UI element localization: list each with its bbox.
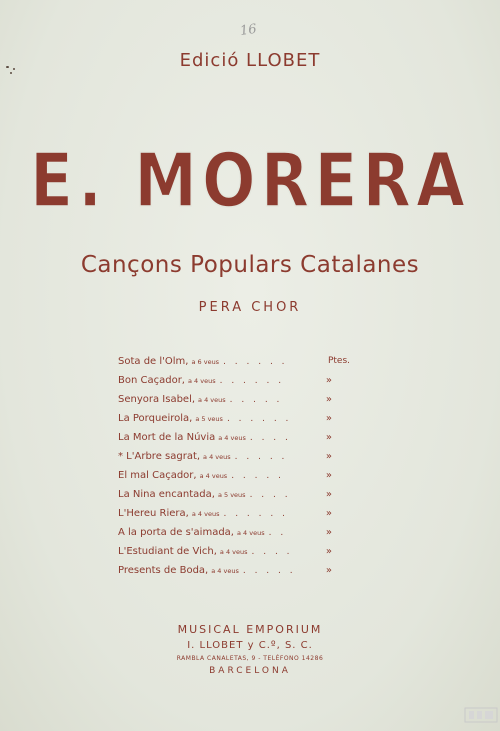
song-item	[118, 546, 350, 565]
song-voices: a 4 veus	[199, 472, 228, 480]
scan-speck	[6, 66, 9, 68]
composer-title	[0, 138, 500, 218]
song-title: La Nina encantada,	[118, 489, 215, 500]
song-item	[118, 508, 350, 527]
ensemble-label: PERA CHOR	[198, 300, 302, 315]
publisher-name: Edició LLOBET	[179, 50, 321, 71]
song-leader-dots: . . . . . .	[223, 357, 288, 367]
price-label: Ptes.	[327, 356, 350, 366]
song-leader-dots: . . . . .	[234, 452, 288, 462]
song-title: L'Hereu Riera,	[118, 508, 189, 519]
song-title: El mal Caçador,	[118, 470, 197, 481]
song-title: Sota de l'Olm,	[118, 356, 189, 367]
song-list	[118, 356, 350, 584]
song-voices: a 4 veus	[203, 453, 231, 461]
scan-speck	[10, 72, 12, 74]
song-title: A la porta de s'aimada,	[118, 527, 234, 538]
song-leader-dots: . . . . .	[231, 471, 284, 481]
song-voices: a 4 veus	[211, 567, 239, 575]
composer-name: E. MORERA	[30, 138, 470, 218]
footer-shop-name: MUSICAL EMPORIUM	[177, 623, 323, 636]
song-title: La Mort de la Núvia	[118, 432, 216, 443]
repeat-mark: »	[325, 470, 332, 481]
song-leader-dots: . . . . .	[229, 395, 283, 405]
song-item	[118, 451, 350, 470]
song-title: Bon Caçador,	[118, 375, 185, 386]
song-item	[118, 432, 350, 451]
song-leader-dots: . . . . . .	[226, 414, 292, 424]
song-voices: a 5 veus	[217, 491, 246, 499]
library-stamp-icon	[464, 707, 498, 723]
song-leader-dots: . . . . . .	[219, 376, 285, 386]
song-leader-dots: . .	[268, 528, 287, 538]
publisher-footer	[0, 623, 500, 676]
repeat-mark: »	[325, 546, 332, 557]
repeat-mark: »	[325, 508, 332, 519]
repeat-mark: »	[325, 375, 332, 386]
repeat-mark: »	[325, 432, 332, 443]
song-leader-dots: . . . . . .	[223, 509, 288, 519]
repeat-mark: »	[325, 489, 332, 500]
song-title: L'Estudiant de Vich,	[118, 546, 217, 557]
song-title: La Porqueirola,	[118, 413, 193, 424]
song-voices: a 4 veus	[198, 396, 226, 404]
song-item	[118, 470, 350, 489]
repeat-mark: »	[325, 527, 332, 538]
song-item	[118, 413, 350, 432]
song-title: Senyora Isabel,	[118, 394, 196, 405]
repeat-mark: »	[325, 565, 332, 576]
song-item	[118, 375, 350, 394]
footer-address: RAMBLA CANALETAS, 9 - TELÉFONO 14286	[176, 655, 324, 662]
song-voices: a 4 veus	[218, 434, 246, 442]
composer-title-svg	[0, 138, 500, 218]
song-item	[118, 527, 350, 546]
handwritten-note: 16	[239, 21, 258, 40]
song-leader-dots: . . . . .	[242, 566, 296, 576]
song-leader-dots: . . . .	[249, 433, 291, 443]
song-item	[118, 565, 350, 584]
song-leader-dots: . . . .	[251, 547, 293, 557]
song-voices: a 4 veus	[191, 510, 220, 518]
collection-title: Cançons Populars Catalanes	[80, 252, 420, 278]
footer-city: BARCELONA	[209, 666, 291, 676]
song-voices: a 4 veus	[188, 377, 216, 385]
song-item	[118, 394, 350, 413]
song-leader-dots: . . . .	[249, 490, 291, 500]
song-voices: a 4 veus	[236, 529, 265, 537]
song-title: * L'Arbre sagrat,	[118, 451, 201, 462]
song-voices: a 5 veus	[195, 415, 223, 423]
song-voices: a 6 veus	[191, 358, 220, 366]
repeat-mark: »	[325, 451, 332, 462]
song-item	[118, 356, 350, 375]
song-voices: a 4 veus	[219, 548, 248, 556]
song-title: Presents de Boda,	[118, 565, 209, 576]
repeat-mark: »	[325, 394, 332, 405]
repeat-mark: »	[325, 413, 332, 424]
song-item	[118, 489, 350, 508]
scan-speck	[13, 68, 15, 70]
footer-company: I. LLOBET y C.º, S. C.	[187, 640, 313, 651]
